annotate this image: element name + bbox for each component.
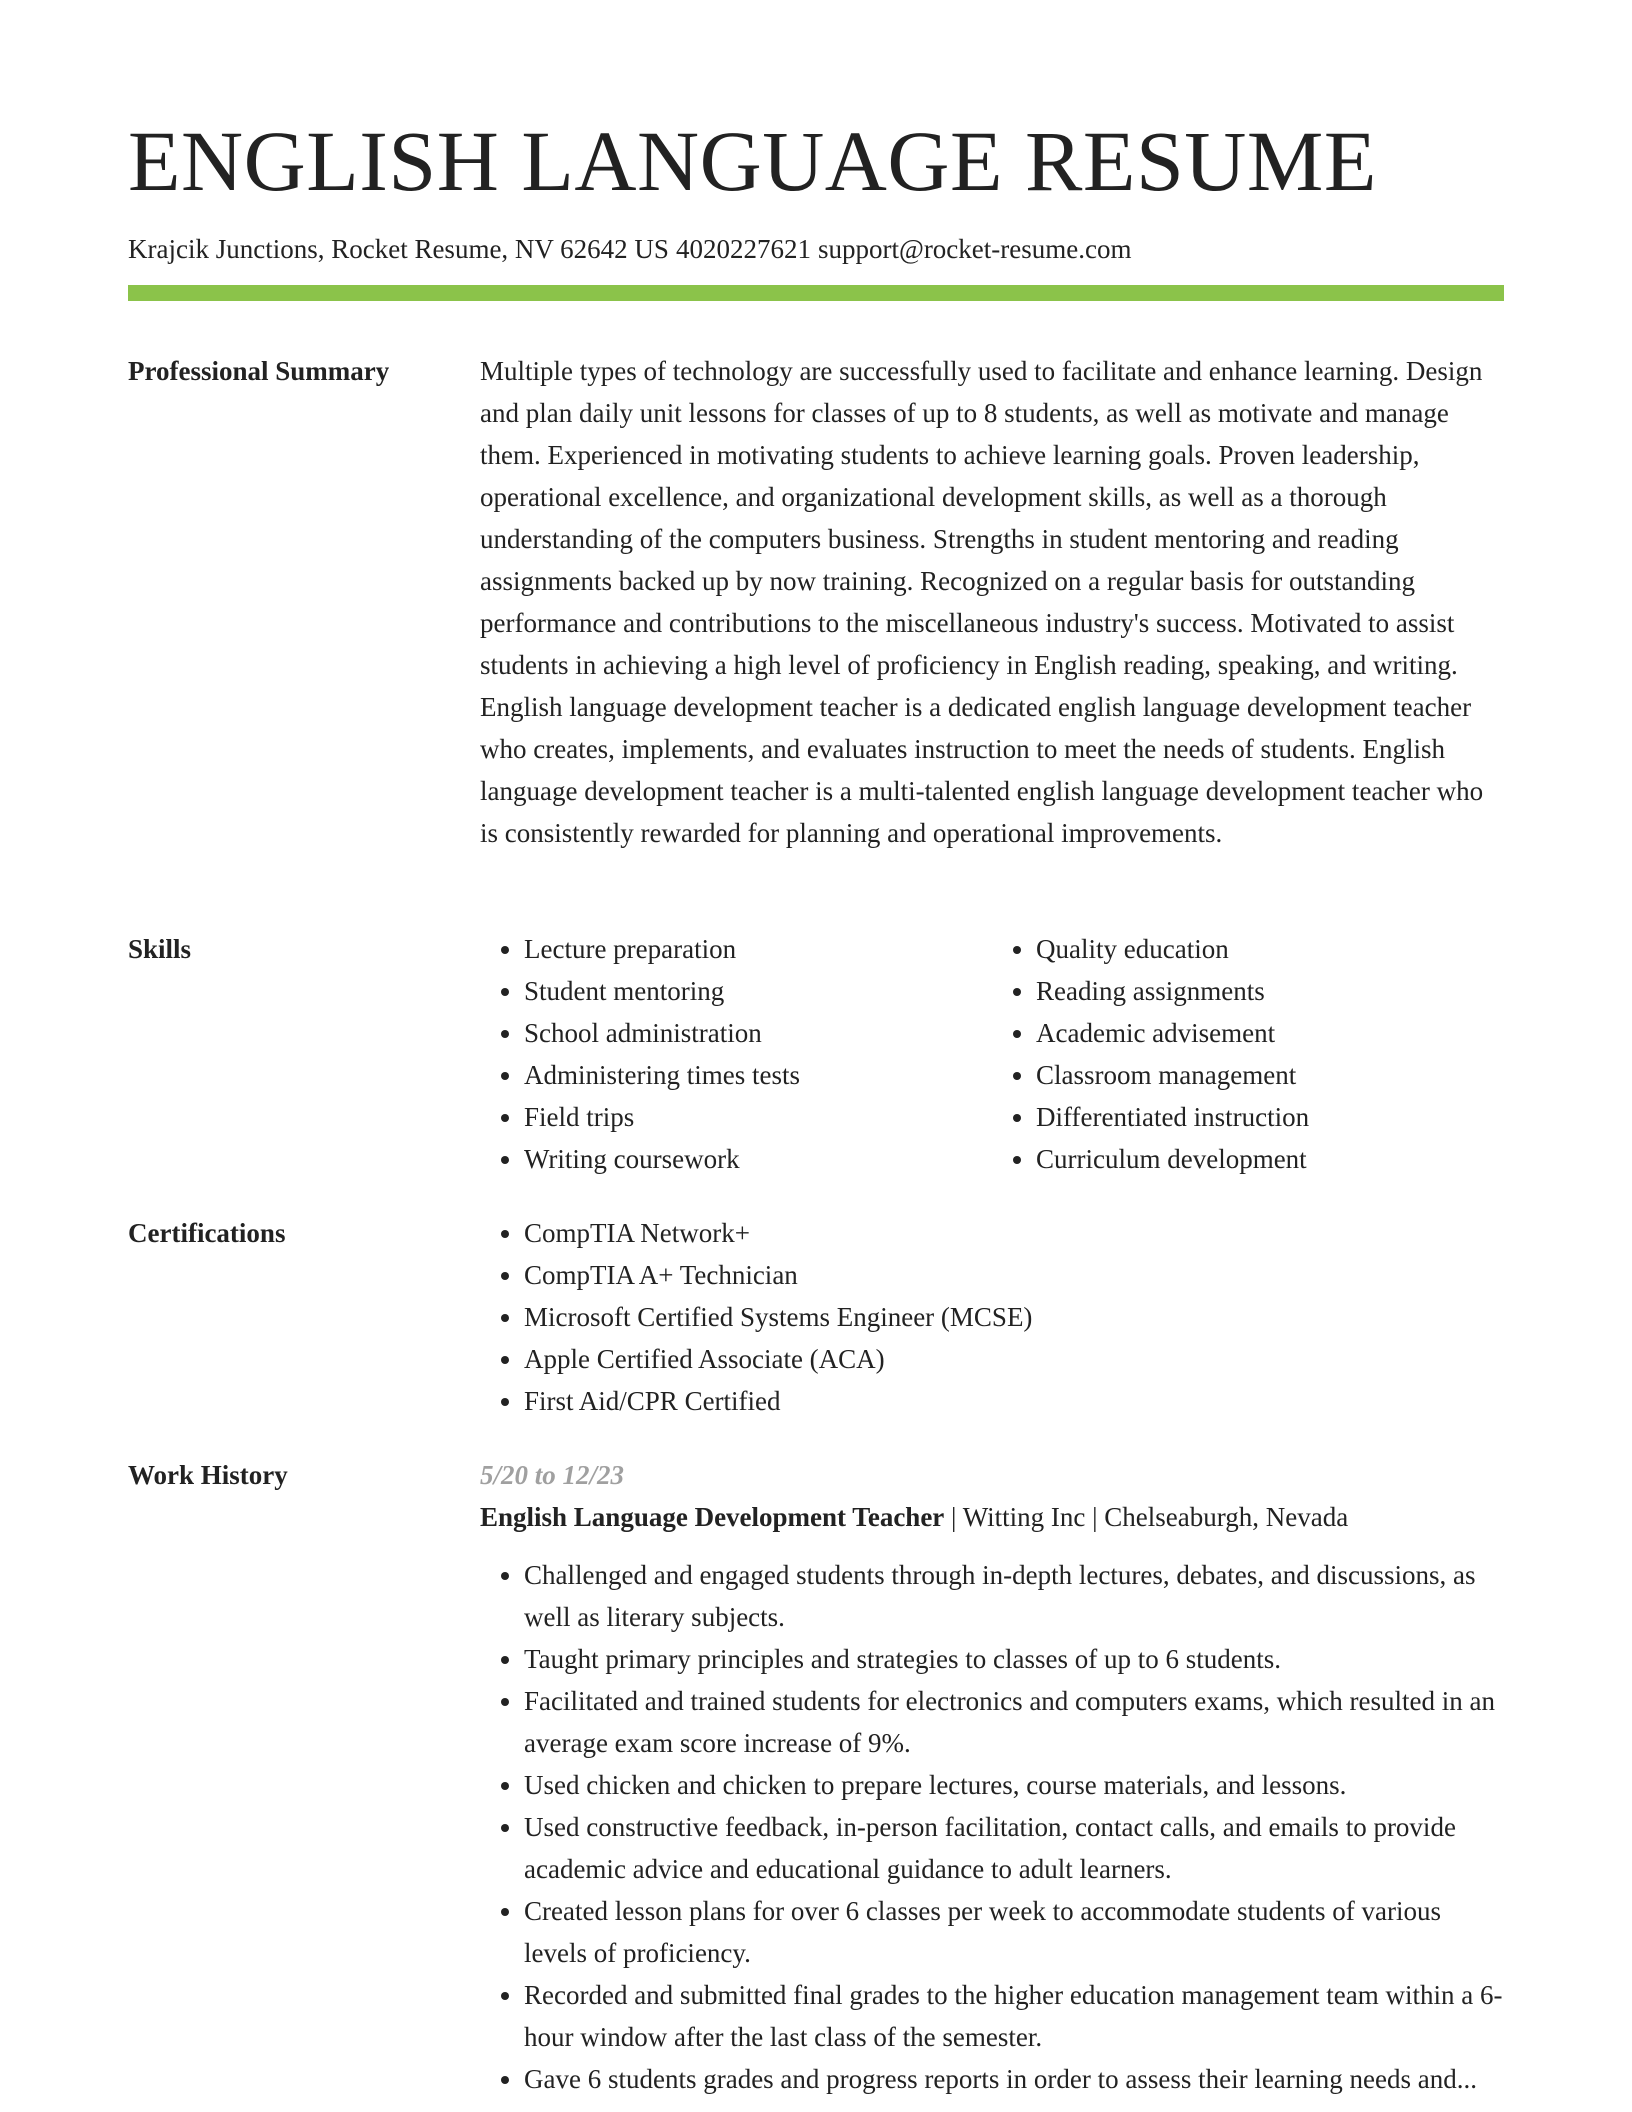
job-bullet: • Created lesson plans for over 6 classes per week to accommodate students of various levels of proficiency. (524, 1890, 1504, 1974)
job-bullet: • Challenged and engaged students through in-depth lectures, debates, and discussions, as well as literary subjects. (524, 1554, 1504, 1638)
job-bullet: • Used chicken and chicken to prepare lectures, course materials, and lessons. (524, 1764, 1504, 1806)
certifications-body (480, 1212, 1504, 1422)
contact-address: Krajcik Junctions, Rocket Resume, NV 62642 US (128, 234, 669, 264)
certification-item: • CompTIA A+ Technician (524, 1254, 1504, 1296)
job-bullet: • Taught primary principles and strategies to classes of up to 6 students. (524, 1638, 1504, 1680)
skill-item: • Field trips (524, 1096, 992, 1138)
certification-item: • Microsoft Certified Systems Engineer (MCSE) (524, 1296, 1504, 1338)
summary-text: Multiple types of technology are successfully used to facilitate and enhance learning. Design and plan daily unit lessons for classes of up to 8 students, as well as motivate and manage them. Experienced in motivating students to achieve learning goals. Proven leadership, operational excellence, and organizational development skills, as well as a thorough understanding of the computers business. Strengths in student mentoring and reading assignments backed up by now training. Recognized on a regular basis for outstanding performance and contributions to the miscellaneous industry's success. Motivated to assist students in achieving a high level of proficiency in English reading, speaking, and writing. English language development teacher is a dedicated english language development teacher who creates, implements, and evaluates instruction to meet the needs of students. English language development teacher is a multi-talented english language development teacher who is consistently rewarded for planning and operational improvements. (480, 356, 1484, 848)
contact-line (128, 232, 1131, 266)
skill-item: • Academic advisement (1036, 1012, 1504, 1054)
header-divider (128, 285, 1504, 301)
skill-item: • Administering times tests (524, 1054, 992, 1096)
skills-label: Skills (128, 934, 192, 964)
job-heading: English Language Development Teacher | Witting Inc | Chelseaburgh, Nevada (480, 1502, 1349, 1532)
contact-email: support@rocket-resume.com (817, 234, 1132, 264)
summary-label: Professional Summary (128, 356, 390, 386)
job-location: Chelseaburgh, Nevada (1104, 1502, 1349, 1532)
summary-body (480, 350, 1504, 854)
job-bullet: • Used constructive feedback, in-person facilitation, contact calls, and emails to provide academic advice and educational guidance to adult learners. (524, 1806, 1504, 1890)
skill-item: • Classroom management (1036, 1054, 1504, 1096)
certification-item: • Apple Certified Associate (ACA) (524, 1338, 1504, 1380)
skill-item: • Lecture preparation (524, 928, 992, 970)
certifications-list (480, 1212, 1504, 1422)
job-dates: 5/20 to 12/23 (480, 1460, 625, 1490)
skills-body (480, 928, 1504, 1180)
skill-item: • Student mentoring (524, 970, 992, 1012)
work-history-label: Work History (128, 1460, 288, 1490)
work-history-body (480, 1454, 1504, 2100)
skill-item: • Differentiated instruction (1036, 1096, 1504, 1138)
certification-item: • First Aid/CPR Certified (524, 1380, 1504, 1422)
skill-item: • Quality education (1036, 928, 1504, 970)
certification-item: • CompTIA Network+ (524, 1212, 1504, 1254)
job-bullet: • Recorded and submitted final grades to the higher education management team within a 6-hour window after the last class of the semester. (524, 1974, 1504, 2058)
job-bullet: • Facilitated and trained students for electronics and computers exams, which resulted in an average exam score increase of 9%. (524, 1680, 1504, 1764)
job-bullets (480, 1554, 1504, 2100)
resume-title: ENGLISH LANGUAGE RESUME (128, 113, 1377, 209)
certifications-label: Certifications (128, 1218, 286, 1248)
skill-item: • Curriculum development (1036, 1138, 1504, 1180)
contact-phone: 4020227621 (675, 234, 811, 264)
skill-item: • Reading assignments (1036, 970, 1504, 1012)
skill-item: • Writing coursework (524, 1138, 992, 1180)
job-title: English Language Development Teacher (480, 1502, 945, 1532)
job-bullet: • Gave 6 students grades and progress reports in order to assess their learning needs and... (524, 2058, 1504, 2100)
skills-list-left (480, 928, 992, 1180)
skill-item: • School administration (524, 1012, 992, 1054)
job-company: Witting Inc (962, 1502, 1086, 1532)
skills-list-right (992, 928, 1504, 1180)
